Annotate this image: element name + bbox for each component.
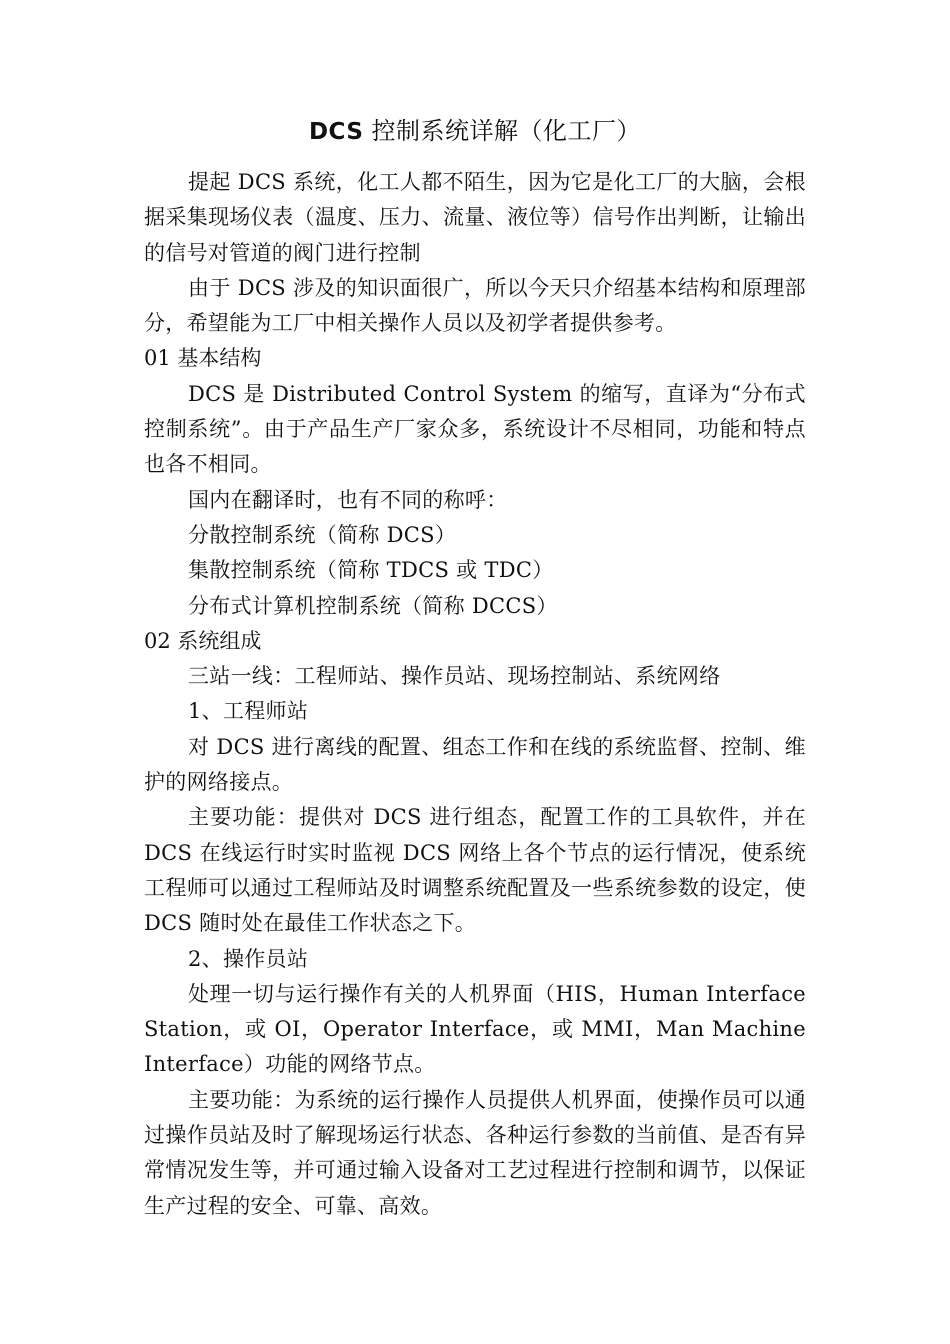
paragraph-translation-names: 国内在翻译时，也有不同的称呼： (188, 487, 508, 512)
list-item-dccs: 分布式计算机控制系统（简称 DCCS） (188, 593, 558, 618)
paragraph-dcs-definition: DCS 是 Distributed Control System 的缩写，直译为“分布式控制系统”。由于产品生产厂家众多，系统设计不尽相同，功能和特点也各不相同。 (144, 381, 806, 477)
paragraph-three-stations: 三站一线：工程师站、操作员站、现场控制站、系统网络 (188, 664, 721, 689)
subheading-engineer-station: 1、工程师站 (188, 699, 309, 724)
section-heading-system-composition: 02 系统组成 (144, 628, 262, 653)
paragraph-intro: 提起 DCS 系统，化工人都不陌生，因为它是化工厂的大脑，会根据采集现场仪表（温度、压力、流量、液位等）信号作出判断，让输出的信号对管道的阀门进行控制 (144, 170, 806, 265)
paragraph-engineer-station-functions: 主要功能：提供对 DCS 进行组态，配置工作的工具软件，并在 DCS 在线运行时实时监视 DCS 网络上各个节点的运行情况，使系统工程师可以通过工程师站及时调整系统配置及一些系统参数的设定，使 DCS 随时处在最佳工作状态之下。 (144, 805, 806, 936)
document-body (144, 112, 806, 1224)
subheading-operator-station: 2、操作员站 (188, 946, 309, 971)
document-title (144, 112, 806, 151)
paragraph-operator-station-functions: 主要功能：为系统的运行操作人员提供人机界面，使操作员可以通过操作员站及时了解现场运行状态、各种运行参数的当前值、是否有异常情况发生等，并可通过输入设备对工艺过程进行控制和调节，以保证生产过程的安全、可靠、高效。 (144, 1087, 806, 1218)
paragraph-scope: 由于 DCS 涉及的知识面很广，所以今天只介绍基本结构和原理部分，希望能为工厂中相关操作人员以及初学者提供参考。 (144, 275, 806, 336)
section-heading-basic-structure: 01 基本结构 (144, 346, 262, 371)
list-item-dcs: 分散控制系统（简称 DCS） (188, 522, 457, 547)
paragraph-engineer-station-description: 对 DCS 进行离线的配置、组态工作和在线的系统监督、控制、维护的网络接点。 (144, 734, 806, 795)
list-item-tdcs: 集散控制系统（简称 TDCS 或 TDC） (188, 558, 554, 583)
document-title-acronym: DCS (308, 119, 364, 145)
document-title-text: 控制系统详解（化工厂） (363, 117, 642, 145)
paragraph-operator-station-description: 处理一切与运行操作有关的人机界面（HIS，Human Interface Station，或 OI，Operator Interface，或 MMI，Man Machine Interface）功能的网络节点。 (144, 981, 806, 1077)
